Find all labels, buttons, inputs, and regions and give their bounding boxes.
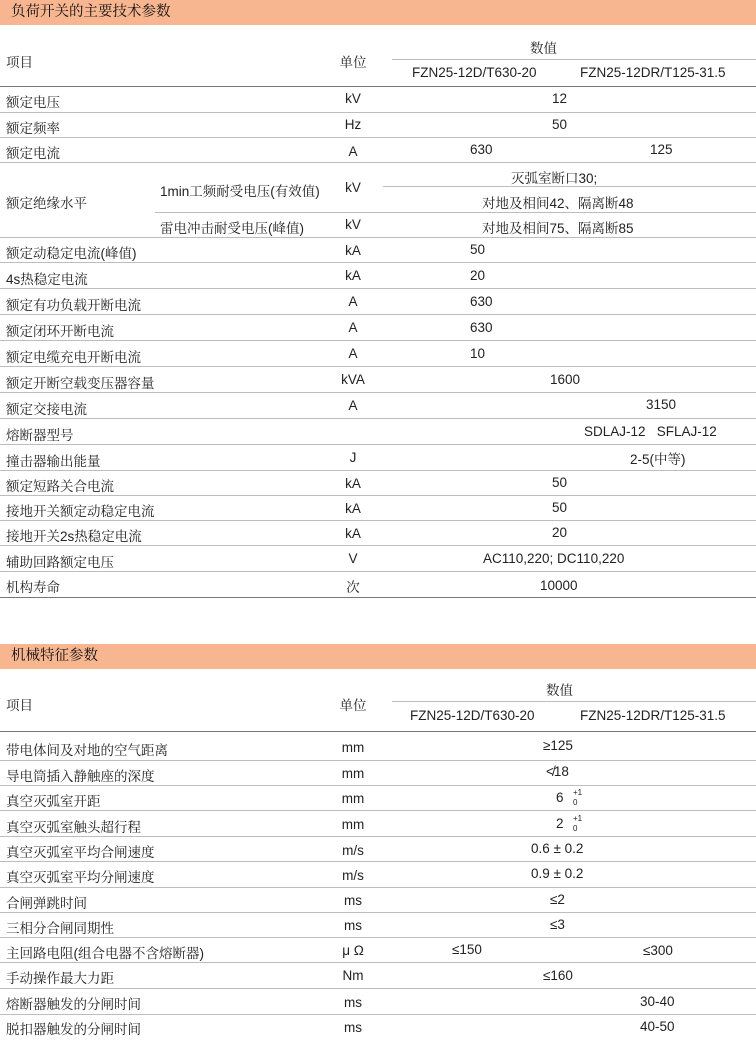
row-name: 额定电压 (6, 95, 60, 110)
row-name: 熔断器触发的分闸时间 (6, 997, 141, 1012)
row-value-b: ≤300 (643, 943, 673, 958)
row-value: ≤160 (543, 968, 573, 983)
row-unit: mm (341, 791, 365, 806)
row-divider (0, 314, 756, 315)
row-value: 50 (552, 500, 568, 515)
row-divider (0, 962, 756, 963)
row-name: 额定电流 (6, 146, 60, 161)
row-value: 30-40 (640, 994, 675, 1009)
row-name: 额定开断空载变压器容量 (6, 376, 155, 391)
row-unit: Hz (344, 117, 362, 132)
row-unit: kA (345, 243, 361, 258)
row-value: 2 (556, 816, 564, 831)
header-value: 数值 (530, 41, 557, 56)
header-model-b: FZN25-12DR/T125-31.5 (580, 65, 726, 80)
table-bottom-rule (0, 597, 756, 598)
row-value-line1: 灭弧室断口30; (511, 171, 598, 186)
row-divider (0, 785, 756, 786)
row-value: 2-5(中等) (630, 452, 686, 467)
row-value: 6 (556, 790, 564, 805)
row-unit: ms (344, 1020, 362, 1035)
row-name: 合闸弹跳时间 (6, 896, 87, 911)
row-value: AC110,220; DC110,220 (483, 551, 625, 566)
row-value: 1600 (550, 372, 581, 387)
row-name: 三相分合闸同期性 (6, 921, 114, 936)
header-unit: 单位 (339, 698, 367, 713)
row-value: 10000 (540, 578, 578, 593)
section-title-bar (0, 0, 756, 25)
row-name: 额定有功负载开断电流 (6, 298, 141, 313)
row-divider (0, 988, 756, 989)
row-divider (0, 470, 756, 471)
row-divider (0, 237, 756, 238)
row-name: 4s热稳定电流 (6, 272, 88, 287)
row-unit: A (348, 144, 358, 159)
row-value: 0.6 ± 0.2 (531, 841, 584, 856)
row-value: 12 (552, 91, 568, 106)
row-name: 额定频率 (6, 121, 60, 136)
row-name: 接地开关额定动稳定电流 (6, 504, 155, 519)
row-unit: V (348, 551, 358, 566)
row-divider (0, 937, 756, 938)
row-unit: ms (344, 995, 362, 1010)
row-unit: J (349, 450, 357, 465)
row-name: 接地开关2s热稳定电流 (6, 529, 142, 544)
header-item: 项目 (6, 698, 33, 713)
row-divider (0, 1014, 756, 1015)
row-value-b: 125 (650, 142, 673, 157)
row-divider (0, 495, 756, 496)
row-unit: A (348, 294, 358, 309)
row-unit: A (348, 346, 358, 361)
row-name: 额定闭环开断电流 (6, 324, 114, 339)
row-unit: 次 (346, 580, 360, 595)
row-unit: Nm (342, 968, 364, 983)
row-unit: kVA (341, 372, 365, 387)
row-divider (0, 861, 756, 862)
row-divider (0, 444, 756, 445)
row-name: 熔断器型号 (6, 428, 74, 443)
header-bottom-rule (0, 86, 756, 87)
row-unit: mm (341, 766, 365, 781)
row-divider (0, 810, 756, 811)
row-unit: ms (344, 918, 362, 933)
row-divider (0, 262, 756, 263)
row-value: 20 (470, 268, 486, 283)
row-value: 10 (470, 346, 486, 361)
row-name: 辅助回路额定电压 (6, 555, 114, 570)
row-unit: mm (341, 740, 365, 755)
row-unit: mm (341, 817, 365, 832)
row-divider (0, 392, 756, 393)
row-divider (0, 366, 756, 367)
row-unit: A (348, 320, 358, 335)
row-divider (0, 162, 756, 163)
row-value: 对地及相间75、隔离断85 (482, 221, 634, 236)
row-value-a: ≤150 (452, 942, 482, 957)
row-divider (0, 545, 756, 546)
row-divider (0, 418, 756, 419)
row-value: 50 (552, 475, 568, 490)
row-sub-item: 雷电冲击耐受电压(峰值) (160, 221, 304, 236)
row-value: 20 (552, 525, 568, 540)
row-unit: kA (345, 268, 361, 283)
row-unit: ms (344, 893, 362, 908)
row-unit: kA (345, 476, 361, 491)
row-name: 真空灭弧室平均合闸速度 (6, 845, 155, 860)
row-unit: μ Ω (342, 943, 364, 958)
row-name: 机构寿命 (6, 580, 60, 595)
row-value: 50 (552, 117, 568, 132)
row-name: 主回路电阻(组合电器不含熔断器) (6, 946, 204, 961)
header-divider (392, 701, 756, 702)
row-name: 真空灭弧室开距 (6, 794, 101, 809)
row-name: 额定绝缘水平 (6, 196, 87, 211)
row-unit: kV (345, 91, 361, 106)
header-item: 项目 (6, 55, 33, 70)
row-value: ≤3 (550, 917, 565, 932)
row-value-tolerance-upper: +1 (573, 788, 583, 797)
row-name: 脱扣器触发的分闸时间 (6, 1022, 141, 1037)
row-value: SDLAJ-12 SFLAJ-12 (584, 424, 717, 439)
row-divider (0, 340, 756, 341)
row-divider (0, 137, 756, 138)
row-unit: kV (345, 217, 361, 232)
row-name: 带电体间及对地的空气距离 (6, 743, 168, 758)
row-value-tolerance-lower: 0 (573, 798, 578, 807)
row-name: 导电筒插入静触座的深度 (6, 769, 155, 784)
row-name: 额定交接电流 (6, 402, 87, 417)
row-value: ≮18 (546, 764, 569, 779)
row-value: 0.9 ± 0.2 (531, 866, 584, 881)
row-name: 额定电缆充电开断电流 (6, 350, 141, 365)
header-bottom-rule (0, 731, 756, 732)
row-divider (0, 912, 756, 913)
row-divider (0, 288, 756, 289)
row-sub-item: 1min工频耐受电压(有效值) (160, 184, 320, 199)
header-model-b: FZN25-12DR/T125-31.5 (580, 708, 726, 723)
row-value-a: 630 (470, 142, 493, 157)
row-unit: m/s (342, 868, 364, 883)
row-inner-divider (383, 186, 756, 187)
row-name: 额定短路关合电流 (6, 479, 114, 494)
row-inner-divider (155, 212, 756, 213)
section-title: 机械特征参数 (11, 648, 98, 664)
row-unit: A (348, 398, 358, 413)
row-divider (0, 836, 756, 837)
row-divider (0, 520, 756, 521)
row-divider (0, 887, 756, 888)
row-unit: kV (345, 180, 361, 195)
section-title: 负荷开关的主要技术参数 (11, 4, 171, 20)
row-value: 630 (470, 294, 493, 309)
row-value-tolerance-lower: 0 (573, 824, 578, 833)
row-divider (0, 571, 756, 572)
row-value: 630 (470, 320, 493, 335)
row-name: 真空灭弧室触头超行程 (6, 820, 141, 835)
row-value: 40-50 (640, 1019, 675, 1034)
row-name: 真空灭弧室平均分闸速度 (6, 870, 155, 885)
header-unit: 单位 (339, 55, 367, 70)
row-name: 撞击器输出能量 (6, 454, 101, 469)
row-divider (0, 760, 756, 761)
row-unit: kA (345, 501, 361, 516)
row-unit: kA (345, 526, 361, 541)
header-model-a: FZN25-12D/T630-20 (412, 65, 537, 80)
row-name: 额定动稳定电流(峰值) (6, 246, 137, 261)
row-divider (0, 112, 756, 113)
row-name: 手动操作最大力距 (6, 971, 114, 986)
row-value: ≥125 (543, 738, 573, 753)
header-model-a: FZN25-12D/T630-20 (410, 708, 535, 723)
row-value: ≤2 (550, 892, 565, 907)
header-divider (392, 59, 756, 60)
row-value-line2: 对地及相间42、隔离断48 (482, 196, 634, 211)
row-value-tolerance-upper: +1 (573, 814, 583, 823)
row-value: 3150 (646, 397, 677, 412)
row-value: 50 (470, 242, 486, 257)
header-value: 数值 (546, 683, 573, 698)
section-title-bar (0, 644, 756, 669)
row-unit: m/s (342, 843, 364, 858)
